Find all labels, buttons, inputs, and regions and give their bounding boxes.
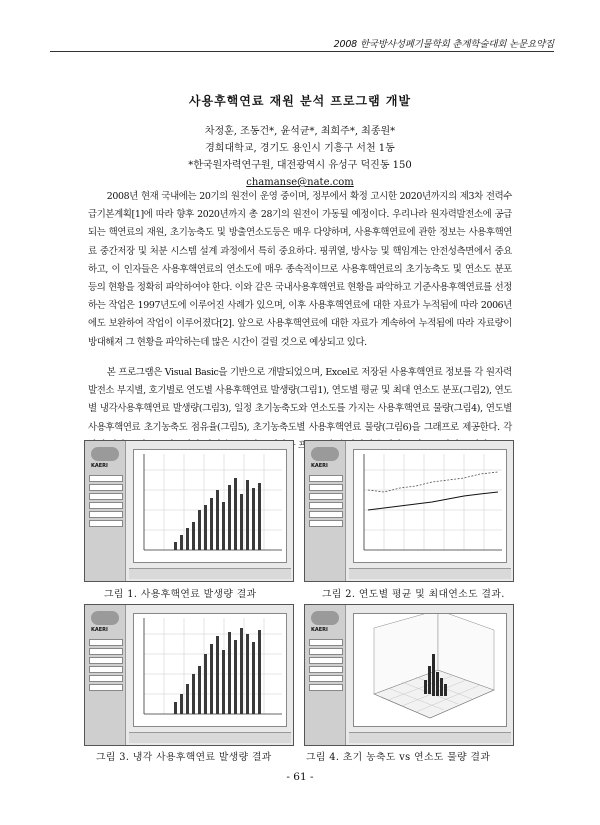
kaeri-logo-icon bbox=[311, 447, 339, 461]
figure-1-caption: 그림 1. 사용후핵연료 발생량 결과 bbox=[104, 589, 257, 600]
3d-plot-area bbox=[353, 613, 507, 727]
kaeri-logo-icon bbox=[311, 611, 339, 625]
bar-plot-area bbox=[133, 613, 287, 727]
nav-button bbox=[89, 511, 123, 518]
kaeri-logo-icon bbox=[91, 611, 119, 625]
app-sidebar bbox=[85, 605, 126, 745]
nav-button bbox=[89, 520, 123, 527]
bar-plot-graphic bbox=[134, 614, 286, 726]
logo-text: KAERI bbox=[91, 463, 108, 469]
affiliation-1: 경희대학교, 경기도 용인시 기흥구 서천 1동 bbox=[205, 143, 395, 154]
nav-button bbox=[89, 475, 123, 482]
nav-button bbox=[309, 475, 343, 482]
nav-button bbox=[309, 648, 343, 655]
line-plot-graphic bbox=[354, 450, 506, 562]
nav-button bbox=[309, 666, 343, 673]
line-plot-area bbox=[353, 449, 507, 563]
nav-button bbox=[309, 520, 343, 527]
figure-4-caption: 그림 4. 초기 농축도 vs 연소도 물량 결과 bbox=[306, 752, 491, 763]
header-text: 2008 한국방사성폐기물학회 춘계학술대회 논문요약집 bbox=[333, 39, 554, 50]
status-bar bbox=[129, 568, 291, 579]
nav-button bbox=[309, 675, 343, 682]
nav-button bbox=[309, 511, 343, 518]
bar-plot-area bbox=[133, 449, 287, 563]
nav-button bbox=[89, 675, 123, 682]
status-bar bbox=[349, 732, 511, 743]
header-rule bbox=[50, 51, 554, 52]
nav-button bbox=[89, 657, 123, 664]
nav-button bbox=[89, 684, 123, 691]
nav-button bbox=[89, 648, 123, 655]
author-block bbox=[0, 123, 600, 191]
figure-4-screenshot bbox=[304, 604, 514, 746]
app-sidebar bbox=[305, 605, 346, 745]
logo-text: KAERI bbox=[311, 627, 328, 633]
figure-1-screenshot bbox=[84, 440, 294, 582]
nav-button bbox=[309, 639, 343, 646]
bar-plot-graphic bbox=[134, 450, 286, 562]
app-sidebar bbox=[85, 441, 126, 581]
nav-button bbox=[89, 666, 123, 673]
kaeri-logo-icon bbox=[91, 447, 119, 461]
logo-text: KAERI bbox=[91, 627, 108, 633]
paragraph-program: 본 프로그램은 Visual Basic을 기반으로 개발되었으며, Excel로 저장된 사용후핵연료 정보를 각 원자력발전소 부지별, 호기별로 연도별 사용후핵연료 발생량(그림1), 연도별 평균 및 최대 연소도 분포(그림2), 연도별 냉각사용후핵연료 발생량(그림3), 일정 초기농축도와 연소도를 가지는 사용후핵연료 물량(그림4), 연도별 사용후핵연료 초기농축도 점유율(그림5), 초기농축도별 사용후핵연료 물량(그림6)을 그래프로 제공한다. 각 bbox=[88, 367, 512, 433]
email-link[interactable]: chamanse@nate.com bbox=[246, 177, 354, 188]
figure-3-caption: 그림 3. 냉각 사용후핵연료 발생량 결과 bbox=[96, 752, 272, 763]
app-sidebar bbox=[305, 441, 346, 581]
nav-button bbox=[309, 493, 343, 500]
figure-3-screenshot bbox=[84, 604, 294, 746]
status-bar bbox=[129, 732, 291, 743]
nav-button bbox=[89, 502, 123, 509]
paragraph-intro: 2008년 현재 국내에는 20기의 원전이 운영 중이며, 정부에서 확정 고시한 2020년까지의 제3차 전력수급기본계획[1]에 따라 향후 2020년까지 총 28기의 원전이 가동될 예정이다. 우리나라 원자력발전소에 공급되는 핵연료의 재원, 초기농축도 및 방출연소도등은 매우 다양하며, 사용후핵연료에 관한 정보는 사용후핵연료 중간저장 및 처분 시스템 설계 과정에서 특히 중요하다. 핑퀴열, 방사능 및 핵임계는 안전성측면에서 중요하고, 이 인자들은 사용후핵연료의 연소도에 매우 종속적이므로 사용후핵연료의 초기농축도 및 연소도 분포 등의 현황을 정확히 파악하여야 한다. 이와 같은 국내사용후핵연료 현황을 파악하고 기준사용후핵연료를 선정하는 작업은 1997년도에 이루어진 사례가 있으며, 이후 사용후핵연료에 대한 자료가 누적됨에 따라 2006년에도 보완하여 작업이 이루어졌다[2]. 앞으로 사용후핵연료에 대한 자료가 계속하여 누적됨에 따라 자료량이 방대해져 그 현황을 파악하는데 많은 시간이 걸릴 것으로 예상되고 있다. bbox=[88, 191, 512, 348]
logo-text: KAERI bbox=[311, 463, 328, 469]
nav-button bbox=[309, 484, 343, 491]
figure-2-screenshot bbox=[304, 440, 514, 582]
nav-button bbox=[309, 657, 343, 664]
nav-button bbox=[89, 639, 123, 646]
nav-button bbox=[89, 493, 123, 500]
figure-2-caption: 그림 2. 연도별 평균 및 최대연소도 결과. bbox=[322, 589, 505, 600]
authors: 차정훈, 조동건*, 윤석균*, 최희주*, 최종원* bbox=[204, 126, 396, 137]
nav-button bbox=[309, 502, 343, 509]
paper-title: 사용후핵연료 재원 분석 프로그램 개발 bbox=[188, 94, 412, 108]
nav-button bbox=[309, 684, 343, 691]
3d-bar-plot-graphic bbox=[354, 614, 506, 726]
status-bar bbox=[349, 568, 511, 579]
page-number: - 61 - bbox=[286, 771, 314, 783]
nav-button bbox=[89, 484, 123, 491]
affiliation-2: *한국원자력연구원, 대전광역시 유성구 덕진동 150 bbox=[188, 160, 412, 171]
